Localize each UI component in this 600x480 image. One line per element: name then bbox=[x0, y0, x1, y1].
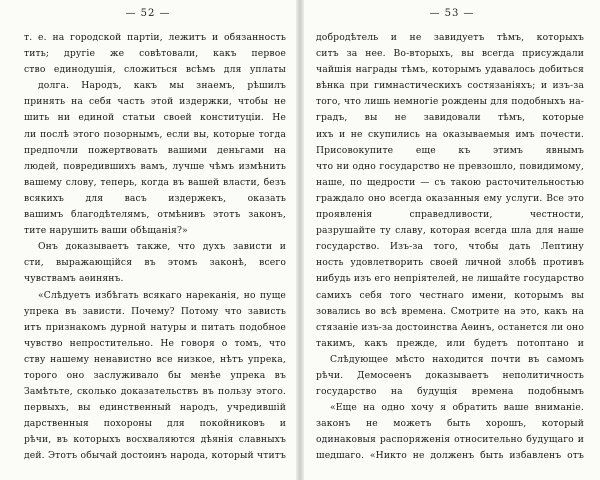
text-line: чувство непростительно. Не говоря о томъ, что bbox=[24, 337, 286, 349]
text-line: стязаніе изъ-за достоинства Аѳинъ, останется ли оно bbox=[316, 321, 584, 333]
text-line: упрека въ зависти. Почему? Потому что зависть bbox=[24, 305, 286, 317]
text-line: принять на себя часть этой издержки, чтобы не bbox=[24, 96, 286, 108]
text-line: нибудь изъ его непріятелей, не лишайте государство bbox=[316, 273, 584, 285]
text-line: первыхъ, вы единственный народъ, учредившій bbox=[24, 402, 286, 414]
text-line: Слѣдующее мѣсто находится почти въ самомъ bbox=[330, 353, 584, 365]
text-line: вашему слову, теперь, когда въ вашей власти, безъ bbox=[24, 176, 286, 188]
text-line: ству нашему ненавистно все низкое, нѣтъ упрека, bbox=[24, 353, 286, 365]
text-line: шедшаго. «Никто не долженъ быть избавленъ отъ bbox=[316, 450, 584, 462]
text-line: наше, по щедрости — съ такою расточительностью bbox=[316, 176, 584, 188]
right-page-text bbox=[316, 30, 584, 465]
text-line: людей, повредившихъ вамъ, лучше чѣмъ измѣнить bbox=[24, 160, 286, 172]
text-line: градъ, вы не завидовали тѣмъ, которые bbox=[316, 112, 584, 124]
text-line: Онъ доказываетъ также, что духъ зависти и bbox=[38, 241, 286, 253]
text-line: дарственныя похороны для покойниковъ и bbox=[24, 418, 286, 430]
text-line: рѣчи, въ которыхъ восхваляются дѣянія славныхъ bbox=[24, 434, 286, 446]
text-line: вашимъ благодѣтелямъ, отмѣнивъ этотъ законъ, bbox=[24, 209, 286, 221]
text-line: ство единодушія, сложиться всѣмъ для уплаты bbox=[24, 64, 286, 76]
text-line: проявленія справедливости, честности, bbox=[316, 209, 584, 221]
text-line: тить; другіе же совѣтовали, какъ первое bbox=[24, 48, 286, 60]
text-line: торого оно заслуживало бы менѣе упрека въ bbox=[24, 369, 286, 381]
book-gutter bbox=[296, 0, 304, 480]
text-line: т. е. на городской партіи, лежитъ и обязанность bbox=[24, 32, 286, 43]
text-line: «Слѣдуетъ избѣгать всякаго нареканія, но пуще bbox=[38, 289, 286, 301]
text-line: государство на будущія времена подобнымъ bbox=[316, 386, 584, 398]
text-line: одинаковыя распоряженія относительно будущаго и bbox=[316, 434, 584, 446]
text-line: ли послѣ этого позорнымъ, если вы, которые тогда bbox=[24, 128, 286, 140]
text-line: Присовокупите еще къ этимъ явнымъ bbox=[316, 144, 584, 156]
left-page-text bbox=[24, 30, 286, 465]
text-line: граждало оно всегда оказанныя ему услуги. Все это bbox=[316, 192, 584, 204]
text-line: чувствамъ аѳинянъ. bbox=[24, 273, 124, 285]
text-line: ситъ за нее. Во-вторыхъ, вы всегда присуждали bbox=[316, 48, 584, 60]
text-line: итъ признакомъ дурной натуры и питать подобное bbox=[24, 321, 286, 333]
text-line: законъ не можетъ быть хорошъ, который bbox=[316, 418, 584, 430]
text-line: такимъ, какъ прежде, или будетъ потоптано и bbox=[316, 337, 584, 349]
text-line: рѣчи. Демосѳенъ доказываетъ неполитичность bbox=[316, 369, 584, 381]
text-line: долга. Народъ, какъ мы знаемъ, рѣшилъ bbox=[38, 80, 286, 92]
text-line: что ни одно государство не превзошло, повидимому, bbox=[316, 160, 584, 172]
text-line: всякихъ для васъ издержекъ, оказать bbox=[24, 192, 286, 204]
text-line: разрушайте ту славу, которая всегда шла для наше bbox=[316, 225, 584, 237]
text-line: ность удовлетворить своей личной злобѣ противъ bbox=[316, 257, 584, 269]
right-page bbox=[304, 0, 600, 480]
text-line: государство. Изъ-за того, чтобы дать Лептину bbox=[316, 241, 584, 253]
text-line: сти, выражающійся въ этомъ законѣ, всего bbox=[24, 257, 286, 269]
text-line: ихъ и не скупились на оказываемыя имъ почести. bbox=[316, 128, 584, 140]
page-number-left: — 52 — bbox=[125, 8, 171, 19]
text-line: добродѣтель и не завидуетъ тѣмъ, которыхъ bbox=[316, 32, 584, 43]
text-line: предпочли пожертвовать вашими деньгами на bbox=[24, 144, 286, 156]
text-line: вѣнка при гимнастическихъ состязаніяхъ; и изъ-за bbox=[316, 80, 584, 92]
text-line: самихъ себя того честнаго имени, которымъ вы bbox=[316, 289, 584, 301]
page-number-right: — 53 — bbox=[429, 8, 475, 19]
text-line: Замѣтьте, сколько доказательствъ въ пользу этого. bbox=[24, 386, 286, 398]
text-line: тите нарушить ваши обѣщанія?» bbox=[24, 225, 188, 237]
text-line: дей. Этотъ обычай достоинъ народа, который чтитъ bbox=[24, 450, 286, 462]
left-page bbox=[0, 0, 296, 480]
text-line: чайшія награды тѣмъ, которымъ удавалось добиться bbox=[316, 64, 584, 76]
text-line: «Еще на одно хочу я обратить ваше вниманіе. bbox=[330, 402, 584, 414]
text-line: того, что лишь немногіе рождены для подобныхъ на- bbox=[316, 96, 584, 108]
text-line: зовались во всѣ времена. Смотрите на это, какъ на bbox=[316, 305, 584, 317]
text-line: шить ни единой статьи своей конституціи. Не bbox=[24, 112, 286, 124]
